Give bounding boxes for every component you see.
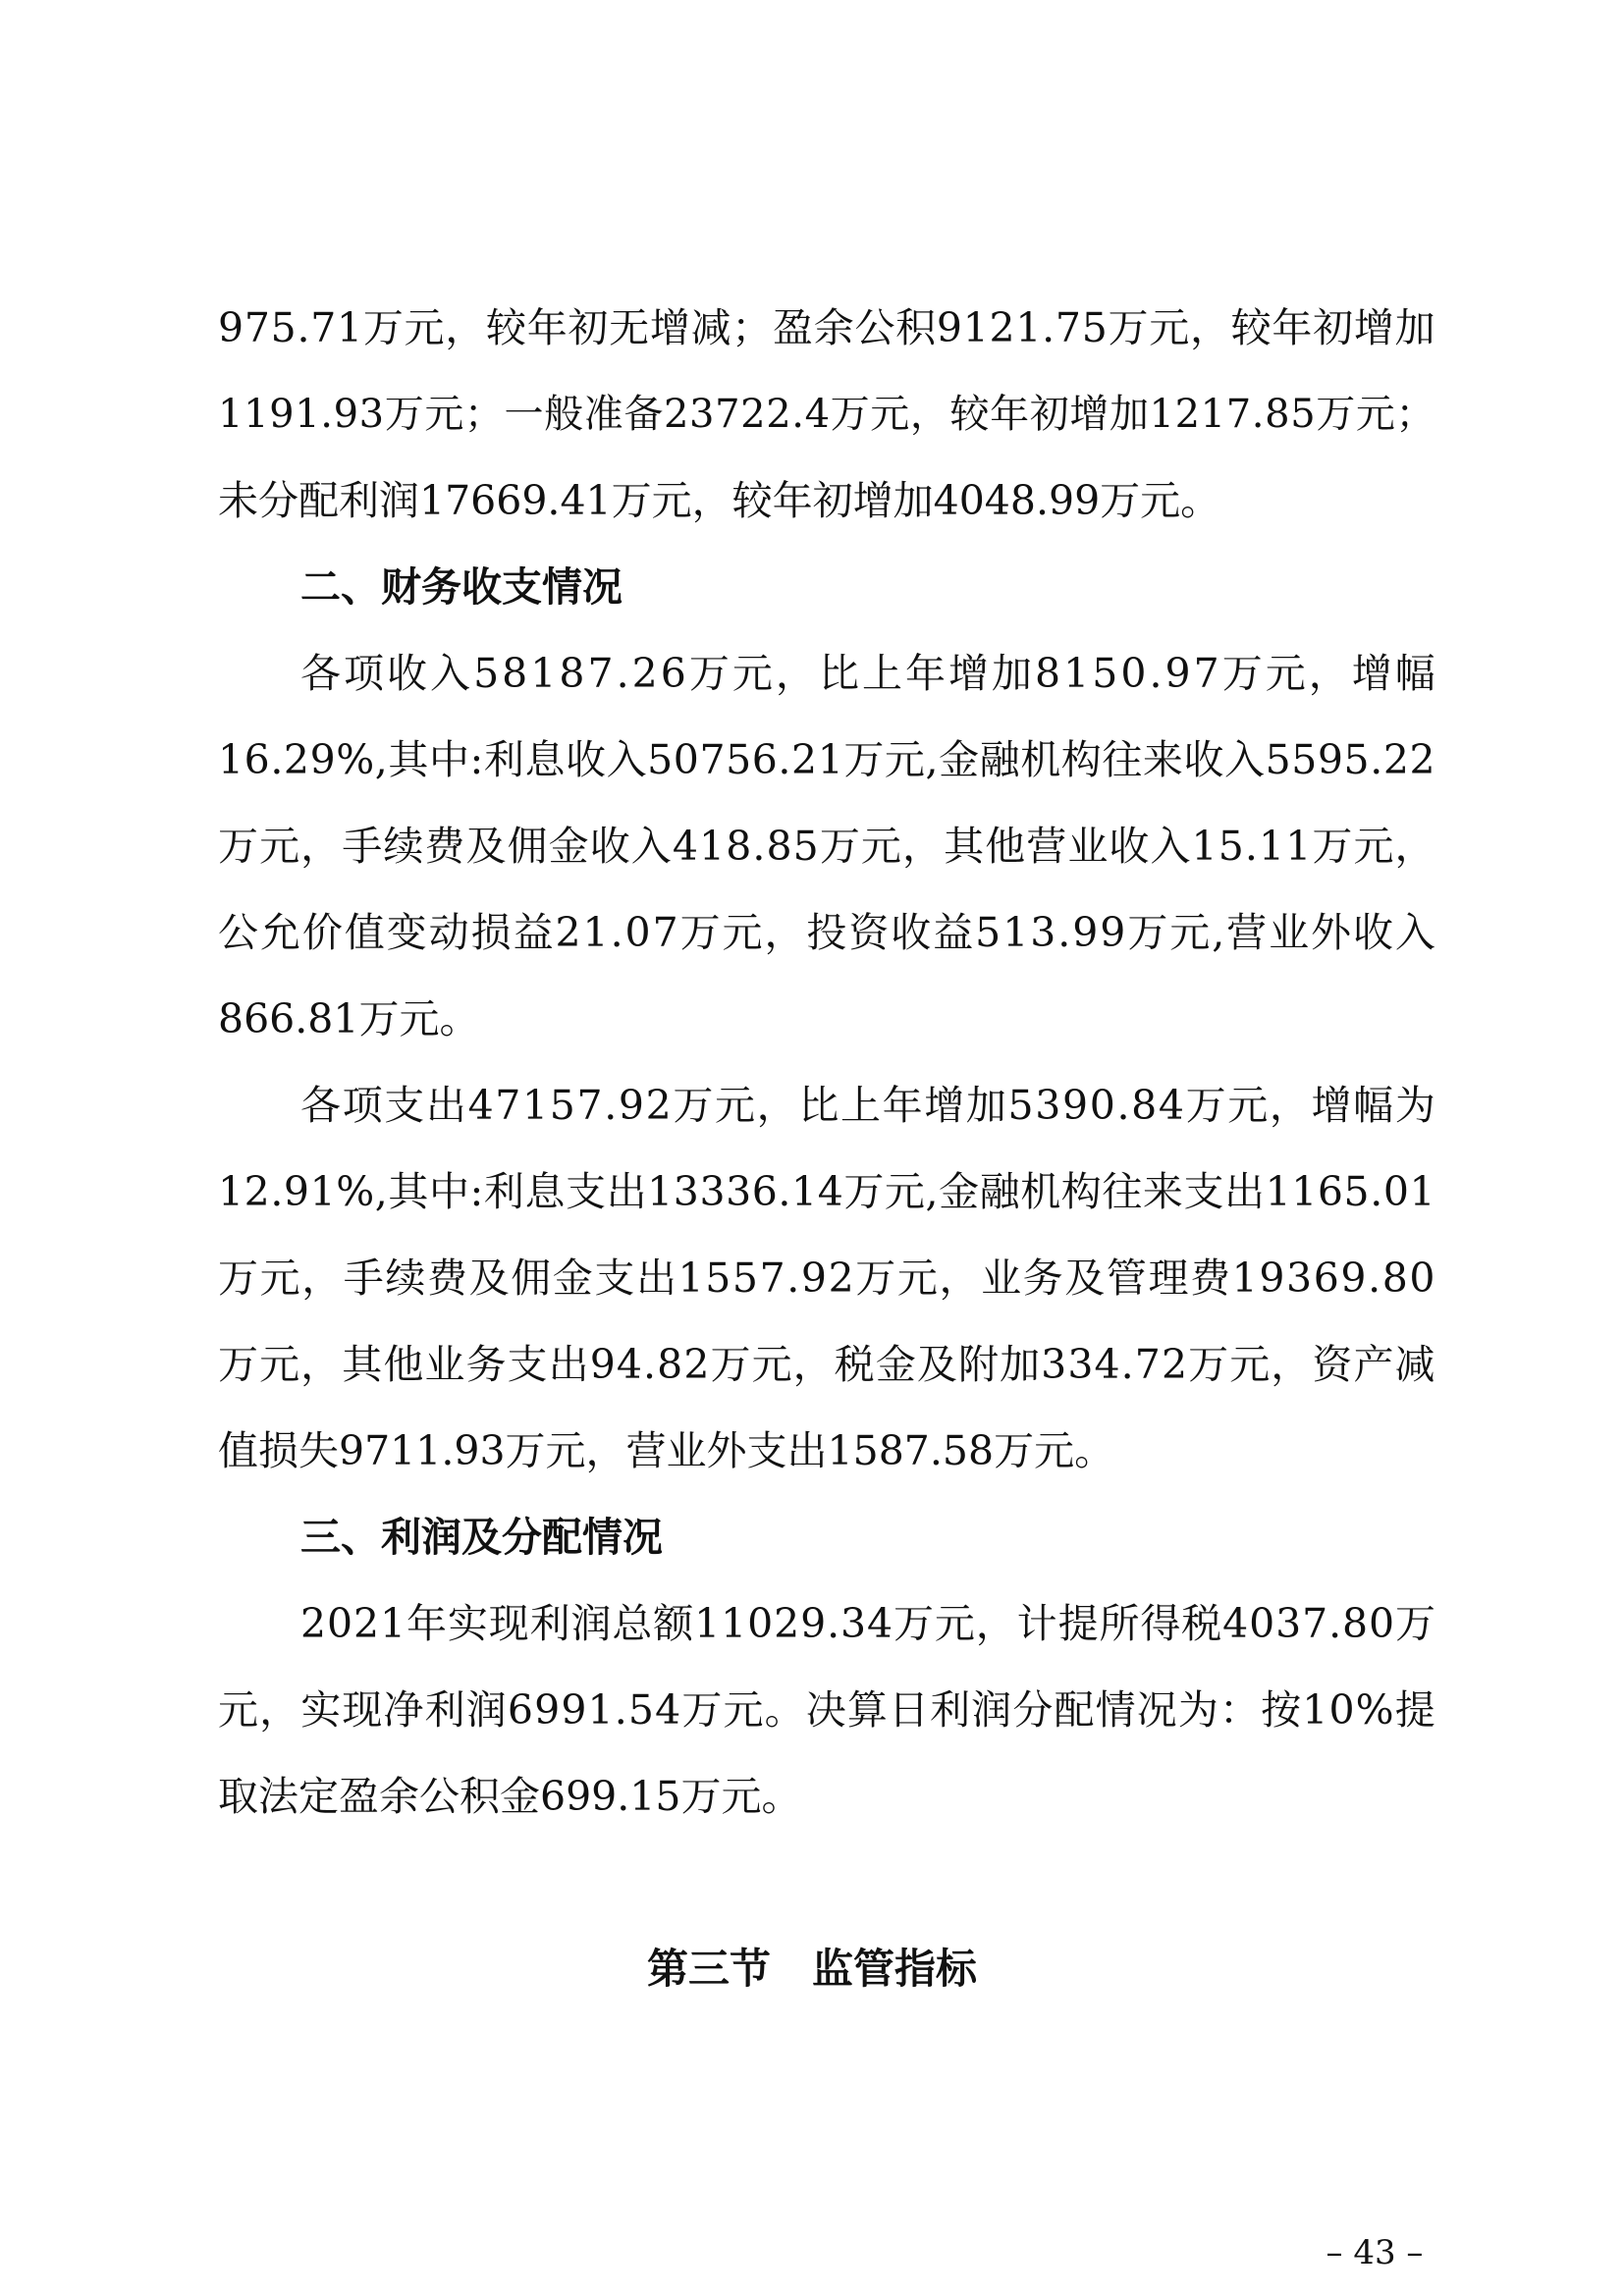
text-line: 公 允 价 值 变 动 损 益 2 1 . 0 7 万 元 ， 投 资 收 益 5 1 3 . 9 9 万 元 , 营 业 外 收 入	[218, 909, 1435, 956]
text-line: 万 元 ， 手 续 费 及 佣 金 收 入 4 1 8 . 8 5 万 元 ， 其 他 营 业 收 入 1 5 . 1 1 万 元 ，	[218, 823, 1435, 870]
page-number: – 43 –	[1326, 2233, 1424, 2272]
text-line: 1 6 . 2 9 % , 其 中 : 利 息 收 入 5 0 7 5 6 . 2 1 万 元 , 金 融 机 构 往 来 收 入 5 5 9 5 . 2 2	[218, 736, 1435, 783]
text-line: 1 2 . 9 1 % , 其 中 : 利 息 支 出 1 3 3 3 6 . 1 4 万 元 , 金 融 机 构 往 来 支 出 1 1 6 5 . 0 1	[218, 1168, 1435, 1215]
text-line: 取法定盈余公积金699.15万元。	[218, 1773, 802, 1820]
text-line: 9 7 5 . 7 1 万 元 ， 较 年 初 无 增 减 ； 盈 余 公 积 9 1 2 1 . 7 5 万 元 ， 较 年 初 增 加	[218, 304, 1435, 351]
text-line: 各 项 收 入 5 8 1 8 7 . 2 6 万 元 ， 比 上 年 增 加 8 1 5 0 . 9 7 万 元 ， 增 幅	[300, 650, 1435, 697]
section-heading-financial-income-expense: 二、财务收支情况	[300, 563, 623, 611]
section-heading-profit-distribution: 三、利润及分配情况	[300, 1514, 663, 1561]
text-line: 2 0 2 1 年 实 现 利 润 总 额 1 1 0 2 9 . 3 4 万 元 ， 计 提 所 得 税 4 0 3 7 . 8 0 万	[300, 1600, 1435, 1647]
text-line: 值损失9711.93万元，营业外支出1587.58万元。	[218, 1427, 1115, 1474]
text-line: 元 ， 实 现 净 利 润 6 9 9 1 . 5 4 万 元 。 决 算 日 利 润 分 配 情 况 为 ： 按 1 0 % 提	[218, 1686, 1435, 1734]
text-line: 未分配利润17669.41万元，较年初增加4048.99万元。	[218, 477, 1221, 524]
text-line: 万 元 ， 手 续 费 及 佣 金 支 出 1 5 5 7 . 9 2 万 元 ， 业 务 及 管 理 费 1 9 3 6 9 . 8 0	[218, 1255, 1435, 1302]
text-line: 各 项 支 出 4 7 1 5 7 . 9 2 万 元 ， 比 上 年 增 加 5 3 9 0 . 8 4 万 元 ， 增 幅 为	[300, 1082, 1435, 1129]
text-line: 866.81万元。	[218, 995, 480, 1042]
text-line: 万 元 ， 其 他 业 务 支 出 9 4 . 8 2 万 元 ， 税 金 及 附 加 3 3 4 . 7 2 万 元 ， 资 产 减	[218, 1341, 1435, 1388]
text-line: 1 1 9 1 . 9 3 万 元 ； 一 般 准 备 2 3 7 2 2 . 4 万 元 ， 较 年 初 增 加 1 2 1 7 . 8 5 万 元 ；	[218, 392, 1435, 437]
next-section-title: 第三节 监管指标	[646, 1945, 977, 1993]
